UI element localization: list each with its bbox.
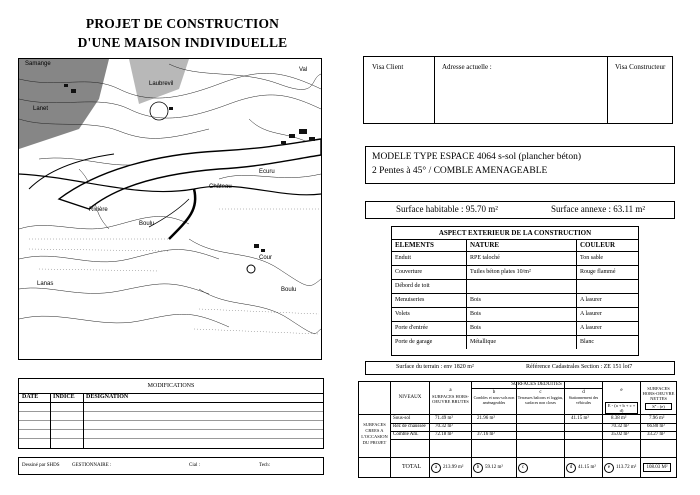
cadastral-reference: Référence Cadastrales Section : ZE 151 lot7: [526, 364, 633, 370]
row-level: Rez de chaussée: [393, 424, 426, 429]
table-row: [392, 335, 638, 349]
col-net: SURFACES HORS-OEUVRE NETTES: [642, 386, 675, 401]
total-letter-b: b: [473, 463, 483, 473]
col-e-formula: E - (a + b + c + d): [605, 402, 638, 414]
aspect-cell: Bois: [467, 307, 577, 321]
footer-bar: [18, 457, 324, 475]
side-label: SURFACES CREES A L'OCCASION DU PROJET: [361, 422, 388, 445]
aspect-cell: Menuiseries: [392, 293, 467, 307]
table-row: [392, 251, 638, 265]
modifications-title: MODIFICATIONS: [147, 383, 195, 389]
row-b: 21.96 m²: [477, 416, 495, 421]
row-level: Comble Am.: [393, 432, 419, 437]
aspect-cell: RPE taloché: [467, 251, 577, 265]
visa-box: [363, 56, 673, 124]
col-d: Stationnement des véhicules: [568, 395, 599, 405]
surface-habitable: Surface habitable : 95.70 m²: [396, 204, 498, 214]
terrain-surface: Surface du terrain : env 1820 m²: [396, 364, 474, 370]
aspect-cell: A lasurer: [577, 293, 639, 307]
aspect-cell: Ton sable: [577, 251, 639, 265]
row-a: 72.18 m²: [435, 432, 453, 437]
row-net: 66.80 m²: [647, 424, 665, 429]
total-net: 108.03 M²: [643, 463, 671, 472]
total-e: 113.72 m²: [616, 465, 637, 470]
aspect-cell: Bois: [467, 321, 577, 335]
drawn-by: Dessiné par SHDS: [22, 463, 60, 468]
aspect-header-elements: ELEMENTS: [392, 239, 467, 251]
aspect-cell: Couverture: [392, 265, 467, 279]
surface-box: [365, 201, 675, 219]
cial-label: Cial :: [189, 463, 200, 468]
row-net: 7.96 m²: [649, 416, 665, 421]
col-a: SURFACES HORS-OEUVRE BRUTES: [431, 394, 470, 404]
total-letter-a: a: [431, 463, 441, 473]
map-label: Lanas: [37, 281, 54, 287]
map-label: Val: [299, 67, 308, 73]
total-letter-c: c: [518, 463, 528, 473]
col-letter-e: e: [620, 388, 623, 393]
aspect-title: ASPECT EXTERIEUR DE LA CONSTRUCTION: [392, 227, 638, 239]
total-a: 213.99 m²: [443, 465, 464, 470]
table-row: [392, 307, 638, 321]
aspect-cell: Porte de garage: [395, 339, 433, 346]
manager-label: GESTIONNAIRE :: [72, 463, 112, 468]
location-map: [18, 58, 322, 360]
mod-header-designation: DESIGNATION: [86, 394, 129, 400]
row-a: 71.49 m²: [435, 416, 453, 421]
table-row: [392, 321, 638, 335]
total-letter-d: d: [566, 463, 576, 473]
total-label: TOTAL: [402, 464, 422, 470]
row-level: Sous-sol: [393, 416, 411, 421]
col-letter-a: a: [449, 388, 452, 393]
map-label: Cour: [259, 255, 273, 261]
address-label: Adresse actuelle :: [442, 63, 492, 71]
row-e: 35.02 m²: [611, 432, 629, 437]
map-label: Château: [209, 184, 232, 190]
aspect-cell: [467, 279, 577, 293]
mod-header-date: DATE: [22, 394, 39, 400]
mod-header-indice: INDICE: [53, 394, 75, 400]
row-b: 37.16 m²: [477, 432, 495, 437]
aspect-table: [391, 226, 639, 356]
map-label: Rivière: [89, 207, 108, 213]
col-niveaux: NIVEAUX: [398, 395, 422, 400]
aspect-cell: Bois: [467, 293, 577, 307]
aspect-cell: Rouge flammé: [577, 265, 639, 279]
row-e: 8.38 m²: [611, 416, 627, 421]
col-letter-b: b: [492, 390, 496, 395]
aspect-cell: Volets: [392, 307, 467, 321]
row-a: 70.32 m²: [435, 424, 453, 429]
model-box: [365, 146, 675, 184]
visa-client-label: Visa Client: [372, 63, 404, 71]
row-net: 33.27 m²: [647, 432, 665, 437]
col-letter-d: d: [582, 390, 585, 395]
surface-annexe: Surface annexe : 63.11 m²: [551, 204, 646, 214]
deduites-header: SURFACES DEDUITES: [511, 382, 562, 387]
aspect-header-nature: NATURE: [467, 239, 577, 251]
col-net-formula: S'' : (e): [645, 403, 672, 410]
aspect-cell: [577, 279, 639, 293]
map-label: Samange: [25, 61, 51, 67]
table-row: [392, 293, 638, 307]
visa-constructor-label: Visa Constructeur: [615, 63, 666, 71]
aspect-cell: A lasurer: [577, 307, 639, 321]
col-c: Terrasses balcons et loggias, surfaces non closes: [517, 395, 564, 405]
map-label: Ecuru: [259, 169, 275, 175]
surfaces-table: [358, 381, 677, 478]
aspect-cell: Enduit: [392, 251, 467, 265]
terrain-box: [365, 361, 675, 375]
map-label: Laubrevil: [149, 81, 174, 87]
aspect-cell: Métallique: [467, 335, 577, 349]
aspect-header-couleur: COULEUR: [577, 239, 639, 251]
map-label: Boulu: [281, 287, 297, 293]
total-letter-e: e: [604, 463, 614, 473]
total-b: 59.12 m²: [485, 465, 503, 470]
aspect-cell: Tuiles béton plates 10/m²: [467, 265, 577, 279]
title-line-2: D'UNE MAISON INDIVIDUELLE: [77, 35, 288, 50]
aspect-cell: Blanc: [577, 335, 639, 349]
aspect-cell: Débord de toit: [392, 279, 467, 293]
map-label: Boulu: [139, 221, 155, 227]
aspect-cell: Porte d'entrée: [392, 321, 467, 335]
col-letter-c: c: [539, 390, 542, 395]
map-label: Lanet: [33, 106, 49, 112]
title-line-1: PROJET DE CONSTRUCTION: [85, 16, 280, 31]
total-d: 41.15 m²: [578, 465, 596, 470]
table-row: [392, 265, 638, 279]
row-d: 41.15 m²: [571, 416, 589, 421]
model-line-2: 2 Pentes à 45° / COMBLE AMENAGEABLE: [372, 166, 548, 176]
model-line-1: MODELE TYPE ESPACE 4064 s-sol (plancher béton): [372, 152, 581, 162]
tech-label: Tech:: [259, 463, 271, 468]
row-e: 70.32 m²: [611, 424, 629, 429]
col-b: Combles et sous-sols non aménageables: [473, 395, 515, 405]
table-row: [392, 279, 638, 293]
aspect-cell: A lasurer: [577, 321, 639, 335]
modifications-table: [18, 378, 324, 449]
